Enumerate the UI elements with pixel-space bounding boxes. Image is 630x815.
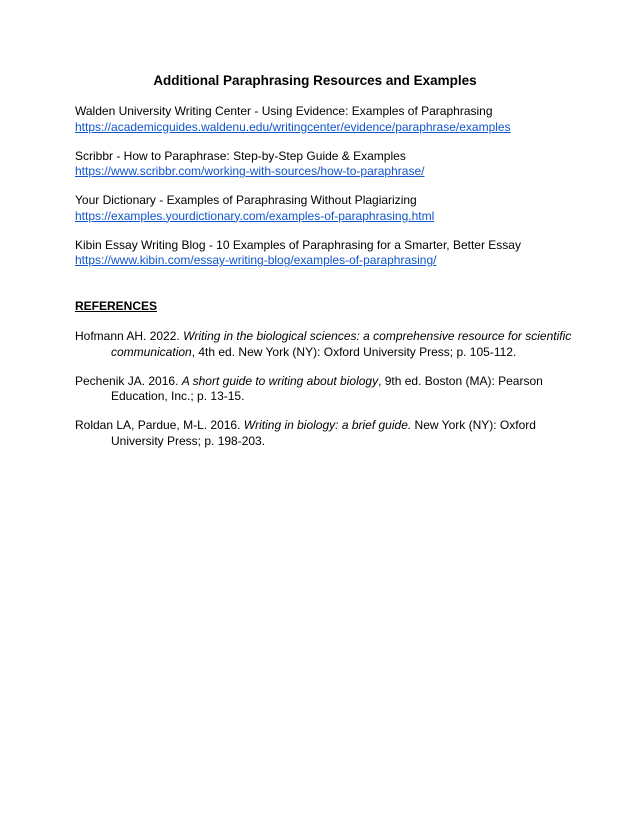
resource-item: [75, 104, 595, 135]
resource-title: Kibin Essay Writing Blog - 10 Examples of Paraphrasing for a Smarter, Better Essay: [75, 237, 521, 252]
resource-title: Scribbr - How to Paraphrase: Step-by-Step Guide & Examples: [75, 148, 406, 163]
resource-item: [75, 238, 595, 269]
resource-title: Your Dictionary - Examples of Paraphrasing Without Plagiarizing: [75, 193, 417, 207]
resource-item: [75, 193, 595, 224]
resource-link[interactable]: https://www.kibin.com/essay-writing-blog/examples-of-paraphrasing/: [75, 253, 437, 267]
reference-author: Roldan LA, Pardue, M-L. 2016.: [75, 418, 244, 432]
resource-item: [75, 149, 595, 180]
reference-work-title: Writing in the biological sciences: a comprehensive resource for scientific communication: [111, 329, 572, 359]
resource-link[interactable]: https://www.scribbr.com/working-with-sources/how-to-paraphrase/: [75, 164, 425, 178]
reference-entry: [75, 418, 575, 449]
resource-link[interactable]: https://examples.yourdictionary.com/examples-of-paraphrasing.html: [75, 208, 435, 223]
resource-link[interactable]: https://academicguides.waldenu.edu/writingcenter/evidence/paraphrase/examples: [75, 119, 511, 134]
resource-list: [75, 104, 595, 282]
reference-list: [75, 329, 575, 463]
reference-details: , 4th ed. New York (NY): Oxford University Press; p. 105-112.: [191, 344, 517, 359]
document-title: Additional Paraphrasing Resources and Examples: [153, 73, 477, 88]
reference-details: , 9th ed. Boston (MA): Pearson Education, Inc.; p. 13-15.: [111, 373, 543, 403]
reference-entry: [75, 374, 575, 405]
reference-work-title: A short guide to writing about biology: [181, 373, 379, 388]
reference-author: Pechenik JA. 2016.: [75, 373, 182, 388]
reference-details: New York (NY): Oxford University Press; p. 198-203.: [111, 418, 536, 448]
reference-author: Hofmann AH. 2022.: [75, 329, 184, 343]
resource-title: Walden University Writing Center - Using Evidence: Examples of Paraphrasing: [75, 104, 493, 118]
reference-entry: [75, 329, 575, 360]
reference-work-title: Writing in biology: a brief guide.: [243, 418, 412, 432]
references-heading: REFERENCES: [75, 299, 158, 313]
